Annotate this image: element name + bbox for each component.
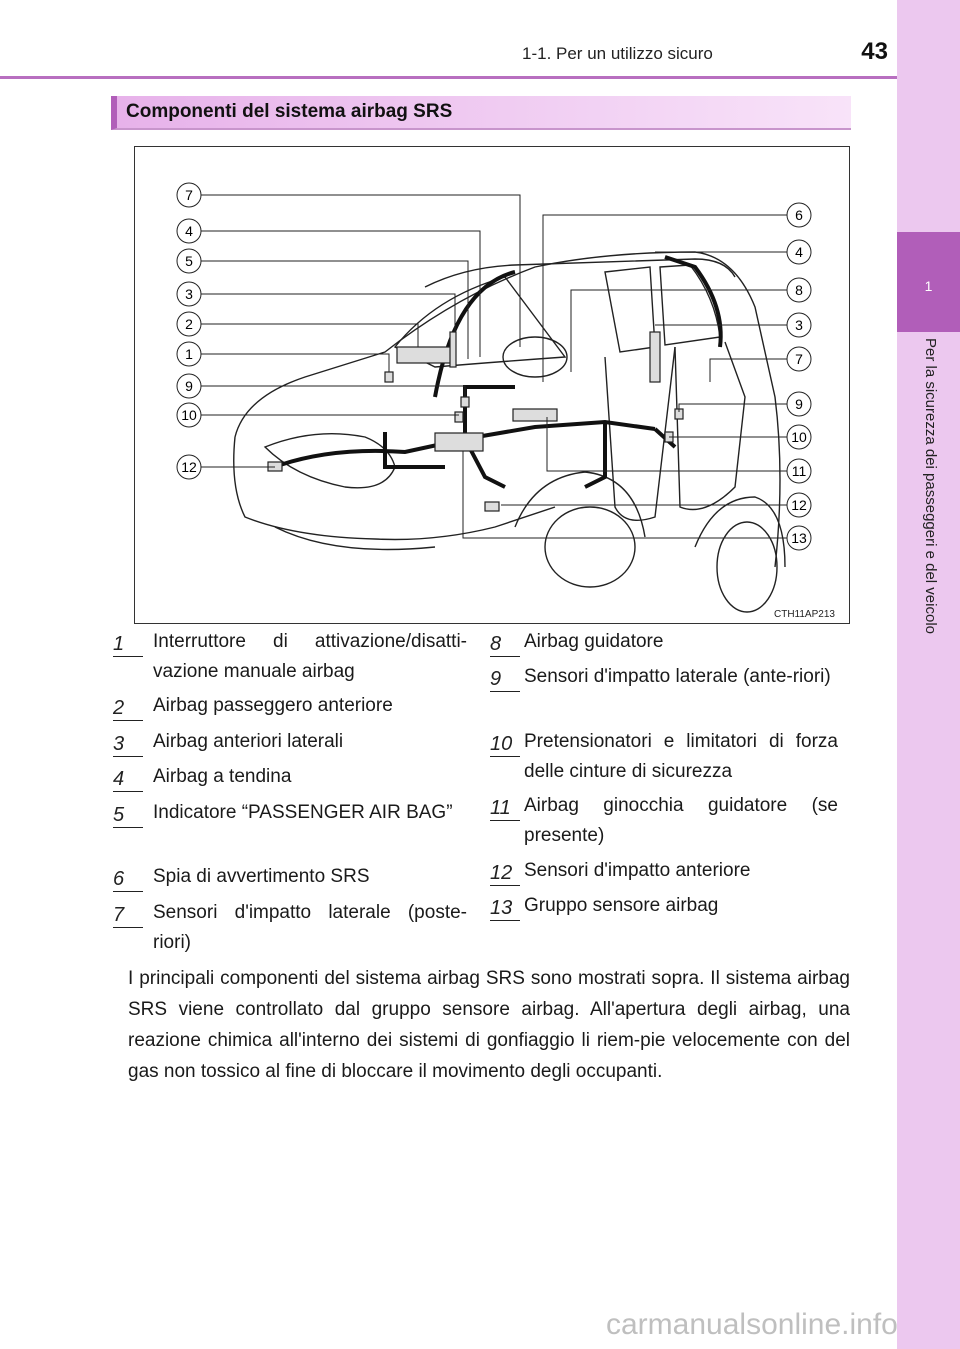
section-heading: Componenti del sistema airbag SRS (126, 101, 453, 122)
svg-text:3: 3 (795, 317, 803, 333)
legend-text: Interruttore di attivazione/disatti-vazione manuale airbag (153, 631, 467, 682)
left-callouts (177, 183, 201, 479)
leader-lines (201, 195, 787, 538)
legend-number: 7 (113, 905, 143, 928)
legend-text: Airbag ginocchia guidatore (se presente) (524, 795, 838, 846)
legend-text: Airbag passeggero anteriore (153, 695, 393, 716)
svg-text:7: 7 (185, 187, 193, 203)
legend-text: Spia di avvertimento SRS (153, 866, 370, 887)
legend-number: 10 (490, 734, 520, 757)
callout-right-4 (787, 240, 811, 264)
svg-text:10: 10 (181, 407, 197, 423)
chapter-title: Per la sicurezza dei passeggeri e del veicolo (922, 338, 939, 634)
body-paragraph: I principali componenti del sistema airbag SRS sono mostrati sopra. Il sistema airbag SRS viene controllato dal gruppo sensore airbag. All'apertura degli airbag, una reazione chimica all'interno dei sistemi di gonfiaggio li riem-pie velocemente con del gas non tossico al fine di bloccare il movimento degli occupanti. (128, 968, 850, 1082)
watermark: carmanualsonline.info (606, 1308, 898, 1341)
page-number: 43 (861, 38, 888, 65)
legend-text: Sensori d'impatto laterale (poste-riori) (153, 902, 467, 953)
legend-text: Gruppo sensore airbag (524, 895, 719, 916)
legend-number: 12 (490, 863, 520, 886)
legend-text: Airbag a tendina (153, 766, 292, 787)
callout-left-4 (177, 219, 201, 243)
header-divider (0, 76, 897, 79)
svg-text:3: 3 (185, 286, 193, 302)
car-illustration (135, 147, 850, 624)
legend-number: 3 (113, 734, 143, 757)
figure-code: CTH11AP213 (774, 609, 835, 620)
legend-number: 13 (490, 898, 520, 921)
svg-text:11: 11 (791, 463, 807, 479)
svg-text:6: 6 (795, 207, 803, 223)
svg-text:7: 7 (795, 351, 803, 367)
legend-number: 11 (490, 798, 520, 821)
legend-number: 4 (113, 769, 143, 792)
callout-right-13 (787, 526, 811, 550)
legend-text: Airbag anteriori laterali (153, 731, 344, 752)
svg-text:10: 10 (791, 429, 807, 445)
svg-text:1: 1 (185, 346, 193, 362)
svg-text:8: 8 (795, 282, 803, 298)
legend-text: Pretensionatori e limitatori di forza delle cinture di sicurezza (524, 731, 838, 782)
callout-right-11 (787, 459, 811, 483)
callout-left-5 (177, 249, 201, 273)
callout-right-6 (787, 203, 811, 227)
legend-number: 6 (113, 869, 143, 892)
callout-left-2 (177, 312, 201, 336)
svg-text:4: 4 (185, 223, 193, 239)
callout-right-9 (787, 392, 811, 416)
svg-text:13: 13 (791, 530, 807, 546)
legend-number: 5 (113, 805, 143, 828)
callout-right-8 (787, 278, 811, 302)
legend-text: Sensori d'impatto laterale (ante-riori) (524, 666, 831, 687)
legend-number: 1 (113, 634, 143, 657)
legend-number: 2 (113, 698, 143, 721)
svg-text:12: 12 (181, 459, 197, 475)
svg-text:5: 5 (185, 253, 193, 269)
callout-right-3 (787, 313, 811, 337)
callout-right-7 (787, 347, 811, 371)
callout-left-12 (177, 455, 201, 479)
callout-right-12 (787, 493, 811, 517)
legend-text: Indicatore “PASSENGER AIR BAG” (153, 802, 453, 823)
airbag-diagram (134, 146, 850, 624)
svg-text:4: 4 (795, 244, 803, 260)
svg-text:9: 9 (185, 378, 193, 394)
callout-left-1 (177, 342, 201, 366)
svg-text:12: 12 (791, 497, 807, 513)
legend-number: 9 (490, 669, 520, 692)
callout-left-9 (177, 374, 201, 398)
legend-text: Airbag guidatore (524, 631, 664, 652)
chapter-number: 1 (924, 278, 933, 294)
section-reference: 1-1. Per un utilizzo sicuro (522, 44, 713, 63)
svg-text:2: 2 (185, 316, 193, 332)
svg-text:9: 9 (795, 396, 803, 412)
callout-right-10 (787, 425, 811, 449)
callout-left-3 (177, 282, 201, 306)
right-callouts (787, 203, 811, 550)
legend-number: 8 (490, 634, 520, 657)
legend-text: Sensori d'impatto anteriore (524, 860, 751, 881)
callout-left-10 (177, 403, 201, 427)
callout-left-7 (177, 183, 201, 207)
